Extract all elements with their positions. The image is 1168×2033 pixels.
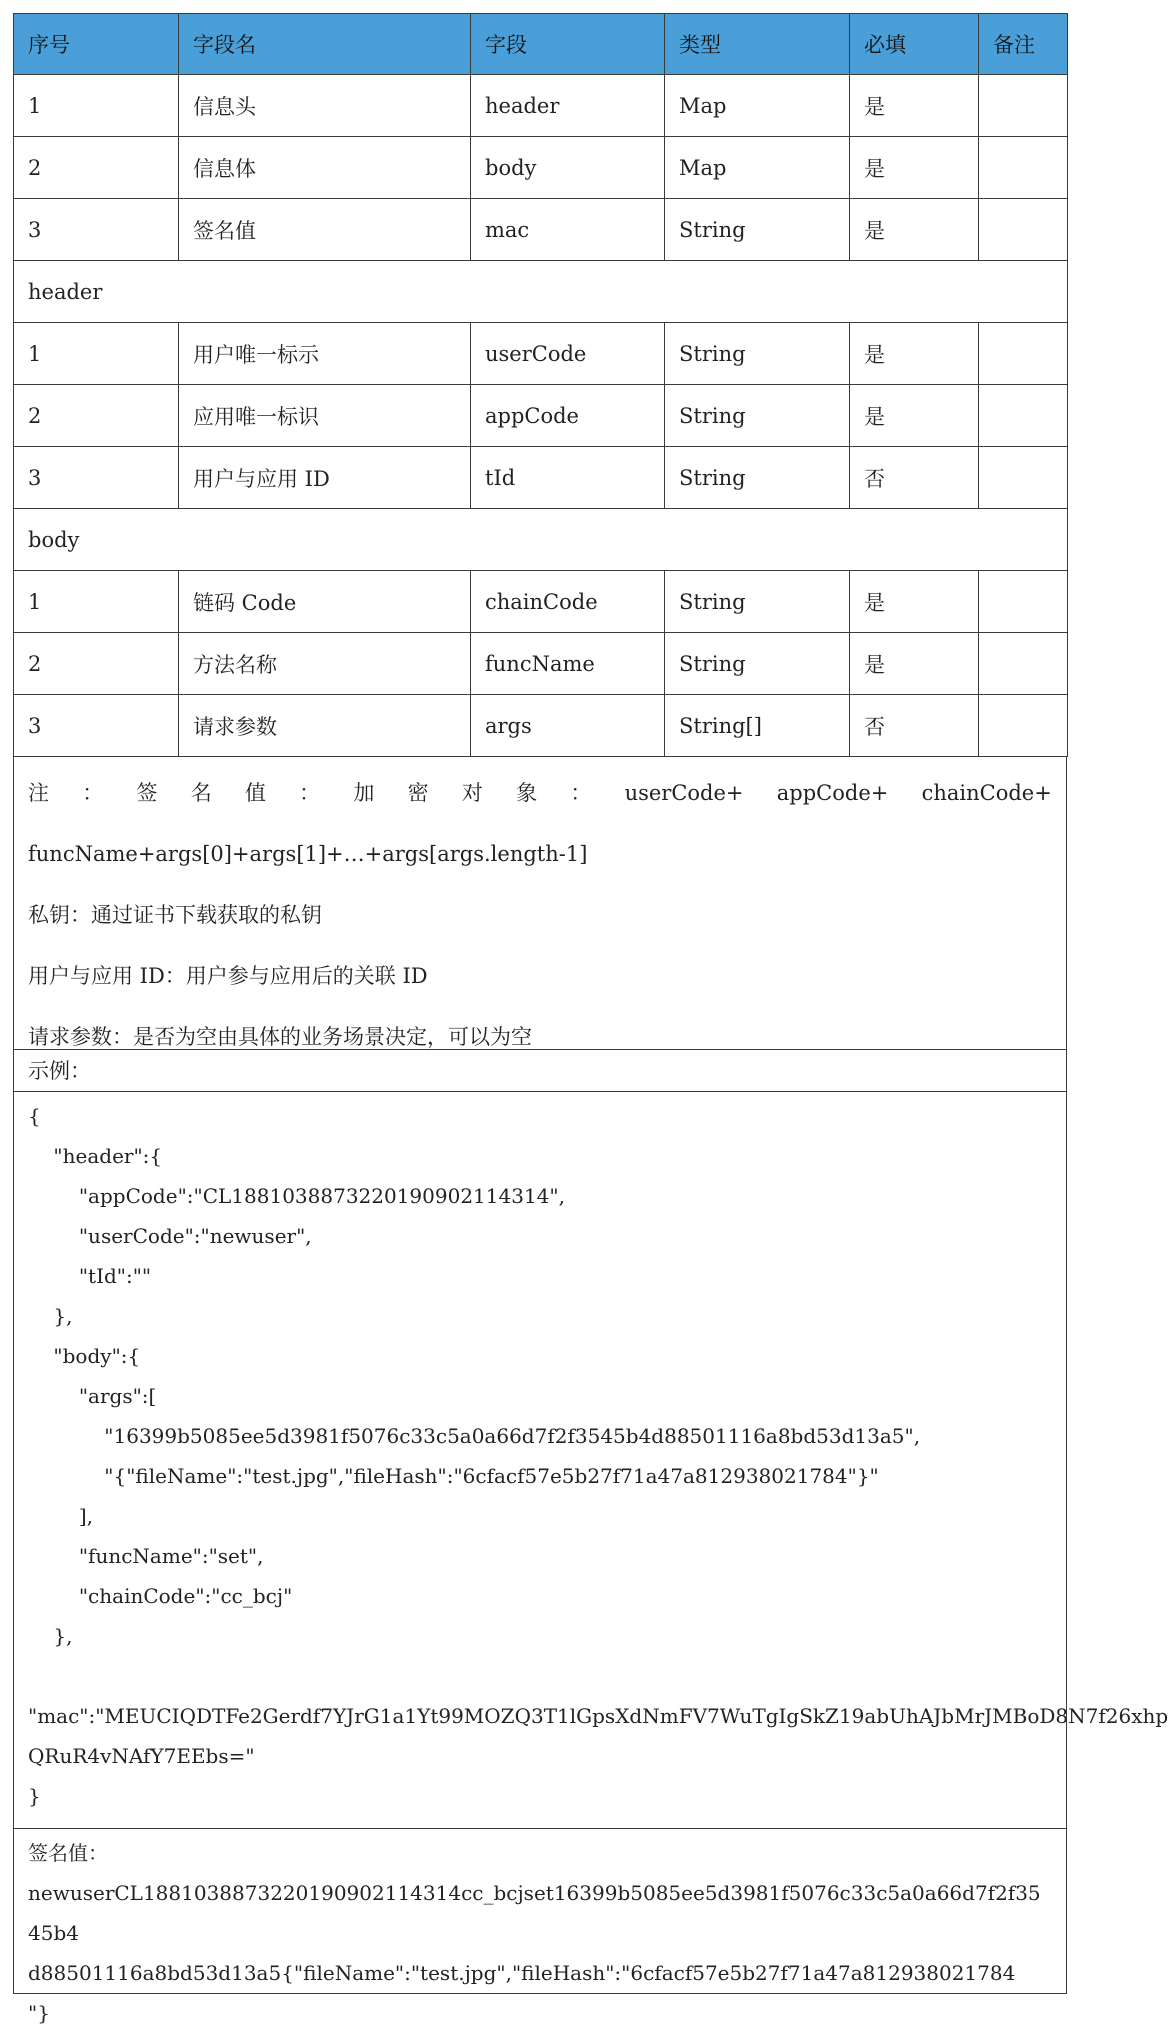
- table-row: [14, 323, 1068, 385]
- table-row: [14, 75, 1068, 137]
- table-cell: 3: [14, 447, 179, 509]
- code-line: "funcName":"set",: [28, 1544, 264, 1568]
- table-cell: 1: [14, 75, 179, 137]
- table-cell: String: [665, 199, 850, 261]
- table-cell: 1: [14, 571, 179, 633]
- table-cell: 方法名称: [179, 633, 471, 695]
- table-cell: 3: [14, 695, 179, 757]
- note-token: 密: [407, 781, 429, 805]
- section-label: header: [14, 261, 1068, 323]
- table-cell: 2: [14, 385, 179, 447]
- code-line: "userCode":"newuser",: [28, 1224, 312, 1248]
- table-row: [14, 633, 1068, 695]
- note-token: chainCode+: [921, 781, 1052, 805]
- table-cell: body: [471, 137, 665, 199]
- signature-content: [14, 1829, 1066, 2025]
- section-row-body: [14, 509, 1068, 571]
- note-token: ：: [299, 781, 321, 805]
- table-cell: chainCode: [471, 571, 665, 633]
- table-cell: [979, 447, 1068, 509]
- table-cell: 应用唯一标识: [179, 385, 471, 447]
- table-cell: [979, 571, 1068, 633]
- table-row: [14, 571, 1068, 633]
- code-line: },: [28, 1624, 73, 1648]
- table-cell: 是: [850, 633, 979, 695]
- column-header: 必填: [850, 14, 979, 75]
- table-cell: 否: [850, 447, 979, 509]
- table-cell: 是: [850, 323, 979, 385]
- note-token: appCode+: [776, 781, 889, 805]
- code-line: "body":{: [28, 1344, 141, 1368]
- table-cell: funcName: [471, 633, 665, 695]
- column-header: 字段: [471, 14, 665, 75]
- table-row: [14, 695, 1068, 757]
- signature-title: 签名值：: [28, 1841, 108, 1865]
- table-cell: String: [665, 633, 850, 695]
- note-line-1: [28, 763, 1052, 824]
- example-code: [14, 1092, 1168, 1828]
- signature-line: d88501116a8bd53d13a5{"fileName":"test.jpg","fileHash":"6cfacf57e5b27f71a47a812938021784: [28, 1961, 1016, 1985]
- code-line: "args":[: [28, 1384, 157, 1408]
- note-token: 象: [516, 781, 538, 805]
- column-header: 备注: [979, 14, 1068, 75]
- table-cell: String: [665, 447, 850, 509]
- note-token: 签: [136, 781, 158, 805]
- table-row: [14, 199, 1068, 261]
- document-page: [13, 13, 1168, 2025]
- table-cell: 用户与应用 ID: [179, 447, 471, 509]
- table-header-row: [14, 14, 1068, 75]
- table-cell: userCode: [471, 323, 665, 385]
- column-header: 类型: [665, 14, 850, 75]
- note-token: userCode+: [624, 781, 744, 805]
- code-line: {: [28, 1104, 41, 1128]
- table-cell: [979, 385, 1068, 447]
- table-cell: 3: [14, 199, 179, 261]
- code-line: },: [28, 1304, 73, 1328]
- table-cell: 是: [850, 137, 979, 199]
- table-cell: tId: [471, 447, 665, 509]
- column-header: 序号: [14, 14, 179, 75]
- table-cell: [979, 199, 1068, 261]
- table-cell: 签名值: [179, 199, 471, 261]
- code-line: "chainCode":"cc_bcj": [28, 1584, 293, 1608]
- table-cell: 用户唯一标示: [179, 323, 471, 385]
- table-cell: header: [471, 75, 665, 137]
- table-cell: [979, 137, 1068, 199]
- table-cell: String[]: [665, 695, 850, 757]
- field-spec-table: [13, 13, 1068, 757]
- table-cell: 信息头: [179, 75, 471, 137]
- code-line: "header":{: [28, 1144, 163, 1168]
- table-cell: 2: [14, 137, 179, 199]
- signature-box: [13, 1829, 1067, 2025]
- signature-line: "}: [28, 2001, 50, 2025]
- table-cell: mac: [471, 199, 665, 261]
- note-line-3: 私钥：通过证书下载获取的私钥: [28, 903, 322, 927]
- note-line-5: 请求参数：是否为空由具体的业务场景决定，可以为空: [28, 1025, 532, 1049]
- code-line: ],: [28, 1504, 94, 1528]
- table-cell: [979, 695, 1068, 757]
- note-token: ：: [570, 781, 592, 805]
- table-cell: 请求参数: [179, 695, 471, 757]
- note-token: ：: [82, 781, 104, 805]
- note-token: 名: [190, 781, 212, 805]
- section-row-header: [14, 261, 1068, 323]
- code-line: "appCode":"CL1881038873220190902114314",: [28, 1184, 565, 1208]
- code-line: "tId":"": [28, 1264, 152, 1288]
- table-cell: 是: [850, 571, 979, 633]
- table-cell: String: [665, 571, 850, 633]
- table-cell: 1: [14, 323, 179, 385]
- table-cell: String: [665, 385, 850, 447]
- code-line: [28, 1656, 1052, 1696]
- example-box: [13, 1050, 1168, 1829]
- note-token: 注: [28, 781, 49, 805]
- note-token: 加: [353, 781, 375, 805]
- table-row: [14, 447, 1068, 509]
- note-token: 值: [244, 781, 266, 805]
- table-cell: args: [471, 695, 665, 757]
- code-line: QRuR4vNAfY7EEbs=": [28, 1744, 255, 1768]
- code-line: "{"fileName":"test.jpg","fileHash":"6cfacf57e5b27f71a47a812938021784"}": [28, 1464, 879, 1488]
- code-line: }: [28, 1784, 41, 1808]
- table-cell: Map: [665, 137, 850, 199]
- note-token: 对: [461, 781, 483, 805]
- code-line: "mac":"MEUCIQDTFe2Gerdf7YJrG1a1Yt99MOZQ3T1lGpsXdNmFV7WuTgIgSkZ19abUhAJbMrJMBoD8N7f26xhp: [28, 1704, 1168, 1728]
- table-cell: 否: [850, 695, 979, 757]
- signature-line: newuserCL1881038873220190902114314cc_bcjset16399b5085ee5d3981f5076c33c5a0a66d7f2f3545b4: [28, 1881, 1041, 1945]
- column-header: 字段名: [179, 14, 471, 75]
- table-cell: 2: [14, 633, 179, 695]
- table-cell: Map: [665, 75, 850, 137]
- table-row: [14, 385, 1068, 447]
- example-title: 示例：: [14, 1050, 1066, 1092]
- table-cell: [979, 323, 1068, 385]
- note-line-2: funcName+args[0]+args[1]+…+args[args.length-1]: [28, 842, 588, 866]
- code-line: "16399b5085ee5d3981f5076c33c5a0a66d7f2f3545b4d88501116a8bd53d13a5",: [28, 1424, 921, 1448]
- section-label: body: [14, 509, 1068, 571]
- table-cell: String: [665, 323, 850, 385]
- table-row: [14, 137, 1068, 199]
- table-cell: 是: [850, 75, 979, 137]
- table-cell: [979, 75, 1068, 137]
- notes-block: [13, 757, 1067, 1050]
- table-cell: 是: [850, 385, 979, 447]
- note-line-4: 用户与应用 ID：用户参与应用后的关联 ID: [28, 964, 428, 988]
- table-cell: appCode: [471, 385, 665, 447]
- table-cell: 信息体: [179, 137, 471, 199]
- table-cell: [979, 633, 1068, 695]
- table-cell: 是: [850, 199, 979, 261]
- table-cell: 链码 Code: [179, 571, 471, 633]
